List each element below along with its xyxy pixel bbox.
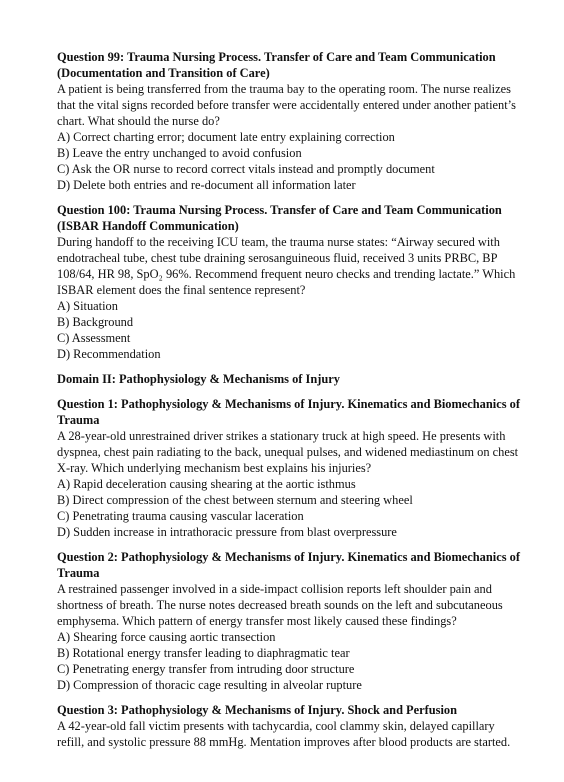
question-99 xyxy=(57,49,524,193)
question-100 xyxy=(57,202,524,362)
question-2 xyxy=(57,549,524,693)
answer-options xyxy=(57,476,524,540)
question-title: Question 99: Trauma Nursing Process. Transfer of Care and Team Communication (Documentation and Transition of Care) xyxy=(57,50,496,80)
answer-options xyxy=(57,629,524,693)
question-stem: A patient is being transferred from the trauma bay to the operating room. The nurse realizes that the vital signs recorded before transfer were accidentally entered under another patient’s chart. What should the nurse do? xyxy=(57,82,516,128)
question-stem: A 42-year-old fall victim presents with tachycardia, cool clammy skin, delayed capillary refill, and systolic pressure 88 mmHg. Mentation improves after blood products are started. xyxy=(57,719,511,749)
question-title: Question 100: Trauma Nursing Process. Transfer of Care and Team Communication (ISBAR Handoff Communication) xyxy=(57,203,502,233)
answer-option: A) Shearing force causing aortic transection xyxy=(57,630,276,644)
answer-option: A) Correct charting error; document late entry explaining correction xyxy=(57,130,395,144)
answer-option: A) Situation xyxy=(57,299,118,313)
answer-option: D) Compression of thoracic cage resulting in alveolar rupture xyxy=(57,678,362,692)
answer-option: D) Delete both entries and re-document all information later xyxy=(57,178,356,192)
answer-option: C) Assessment xyxy=(57,331,131,345)
answer-option: B) Leave the entry unchanged to avoid confusion xyxy=(57,146,302,160)
answer-option: D) Sudden increase in intrathoracic pressure from blast overpressure xyxy=(57,525,397,539)
answer-options xyxy=(57,298,524,362)
answer-option: C) Penetrating energy transfer from intruding door structure xyxy=(57,662,355,676)
domain-heading: Domain II: Pathophysiology & Mechanisms of Injury xyxy=(57,372,340,386)
question-stem: A restrained passenger involved in a side-impact collision reports left shoulder pain and shortness of breath. The nurse notes decreased breath sounds on the left and subcutaneous emphysema. Which pattern of energy transfer most likely caused these findings? xyxy=(57,582,503,628)
question-title: Question 2: Pathophysiology & Mechanisms of Injury. Kinematics and Biomechanics of Trauma xyxy=(57,550,520,580)
answer-option: B) Background xyxy=(57,315,134,329)
answer-option: B) Rotational energy transfer leading to diaphragmatic tear xyxy=(57,646,350,660)
question-title: Question 1: Pathophysiology & Mechanisms of Injury. Kinematics and Biomechanics of Trauma xyxy=(57,397,520,427)
answer-option: B) Direct compression of the chest between sternum and steering wheel xyxy=(57,493,413,507)
question-stem: During handoff to the receiving ICU team, the trauma nurse states: “Airway secured with endotracheal tube, chest tube draining serosanguineous fluid, received 3 units PRBC, BP 108/64, HR 98, SpO₂ 96%. Recommend frequent neuro checks and trending lactate.” Which ISBAR element does the final sentence represent? xyxy=(57,235,516,297)
answer-options xyxy=(57,129,524,193)
answer-option: D) Recommendation xyxy=(57,347,161,361)
question-title: Question 3: Pathophysiology & Mechanisms of Injury. Shock and Perfusion xyxy=(57,703,457,717)
question-stem: A 28-year-old unrestrained driver strikes a stationary truck at high speed. He presents with dyspnea, chest pain radiating to the back, unequal pulses, and widened mediastinum on chest X-ray. Which underlying mechanism best explains his injuries? xyxy=(57,429,519,475)
answer-option: A) Rapid deceleration causing shearing at the aortic isthmus xyxy=(57,477,356,491)
answer-option: C) Penetrating trauma causing vascular laceration xyxy=(57,509,304,523)
question-3 xyxy=(57,702,524,750)
question-1 xyxy=(57,396,524,540)
answer-option: C) Ask the OR nurse to record correct vitals instead and promptly document xyxy=(57,162,435,176)
